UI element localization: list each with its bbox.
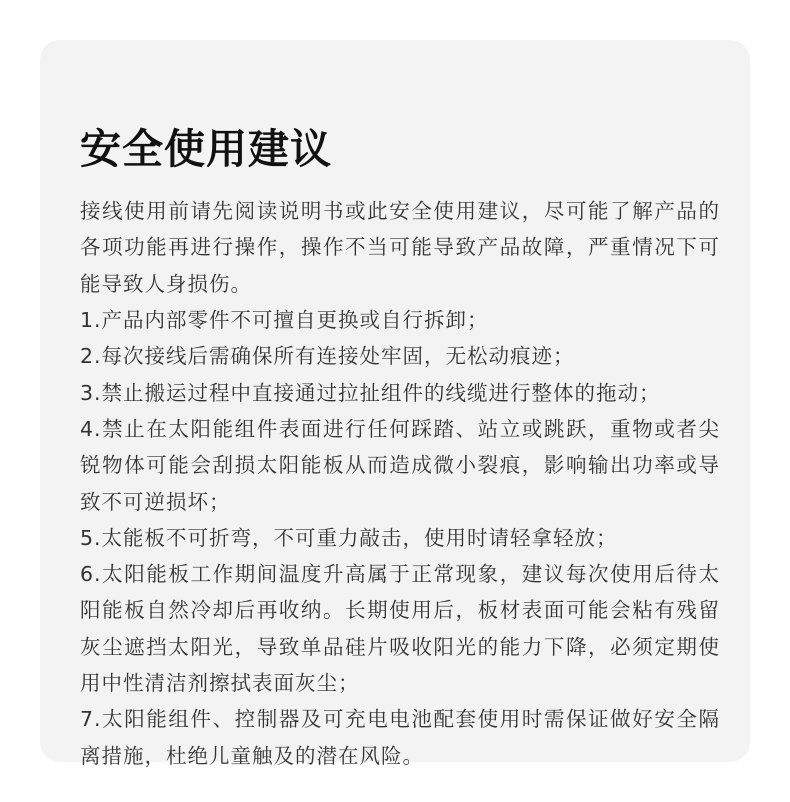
rule-item-2: 2.每次接线后需确保所有连接处牢固，无松动痕迹； bbox=[80, 344, 575, 369]
rule-item-7: 7.太阳能组件、控制器及可充电电池配套使用时需保证做好安全隔离措施，杜绝儿童触及的潜在风险。 bbox=[80, 707, 720, 768]
rule-item-6: 6.太阳能板工作期间温度升高属于正常现象，建议每次使用后待太阳能板自然冷却后再收纳。长期使用后，板材表面可能会粘有残留灰尘遮挡太阳光，导致单品硅片吸收阳光的能力下降，必须定期使用中性清洁剂擦拭表面灰尘； bbox=[80, 562, 720, 695]
rule-item-5: 5.太能板不可折弯，不可重力敲击，使用时请轻拿轻放； bbox=[80, 525, 618, 550]
rule-item-1: 1.产品内部零件不可擅自更换或自行拆卸； bbox=[80, 308, 489, 333]
safety-content bbox=[80, 193, 720, 774]
rule-item-3: 3.禁止搬运过程中直接通过拉扯组件的线缆进行整体的拖动； bbox=[80, 380, 661, 405]
safety-card bbox=[40, 40, 750, 768]
page-title: 安全使用建议 bbox=[80, 125, 332, 173]
intro-paragraph: 接线使用前请先阅读说明书或此安全使用建议，尽可能了解产品的各项功能再进行操作，操作不当可能导致产品故障，严重情况下可能导致人身损伤。 bbox=[80, 199, 720, 296]
rule-item-4: 4.禁止在太阳能组件表面进行任何踩踏、站立或跳跃，重物或者尖锐物体可能会刮损太阳能板从而造成微小裂痕，影响输出功率或导致不可逆损坏； bbox=[80, 416, 720, 514]
